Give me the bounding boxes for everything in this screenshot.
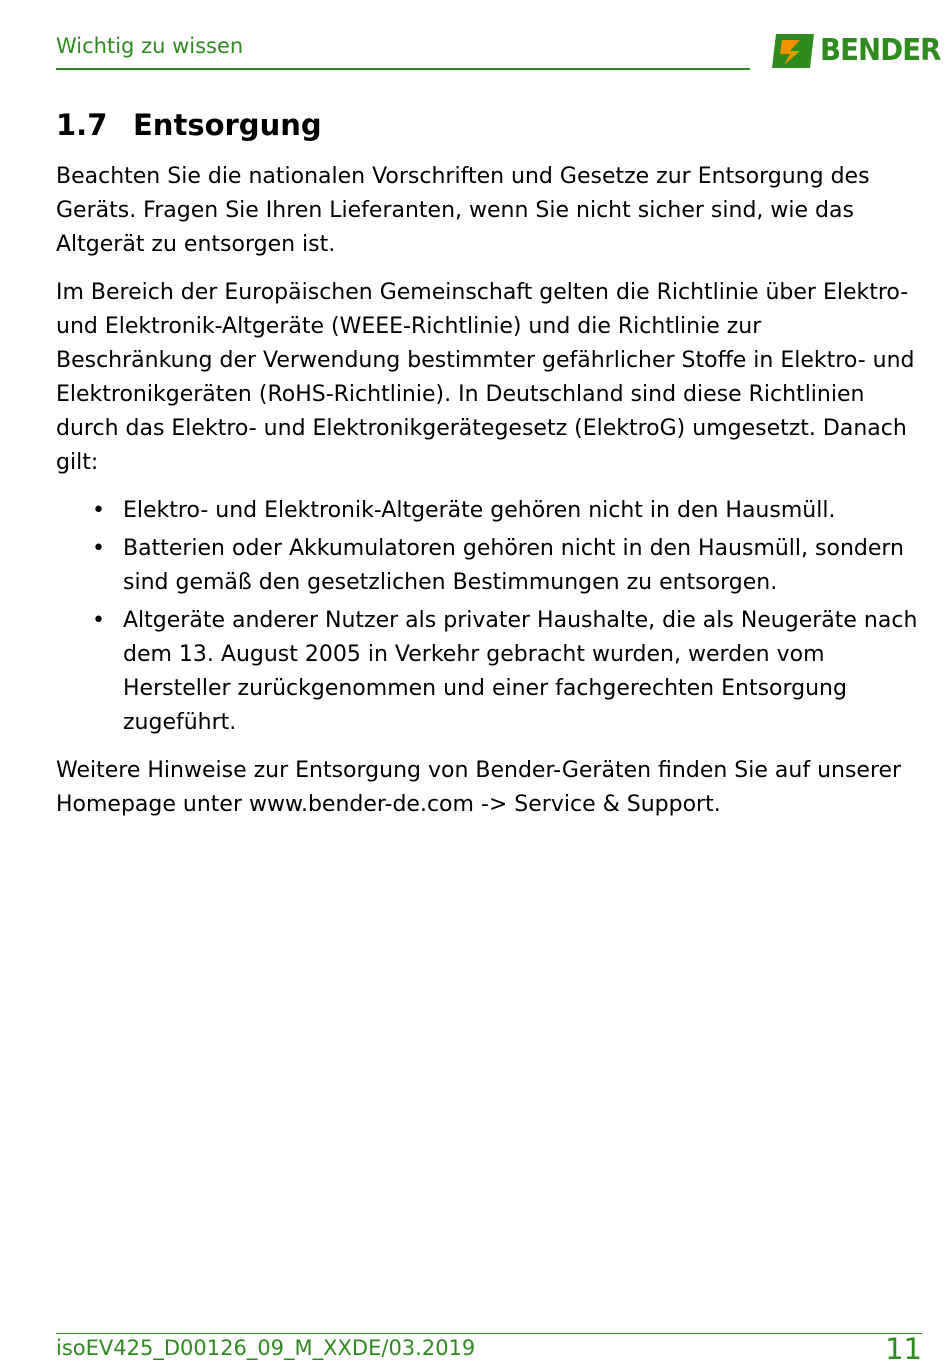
section-title: Entsorgung <box>133 108 322 142</box>
list-item <box>56 494 922 528</box>
bullet-icon: • <box>92 536 105 561</box>
list-item-text: Batterien oder Akkumulatoren gehören nicht in den Hausmüll, sondern sind gemäß den gesetzlichen Bestimmungen zu entsorgen. <box>123 536 904 595</box>
closing-paragraph: Weitere Hinweise zur Entsorgung von Bender-Geräten finden Sie auf unserer Homepage unter www.bender-de.com -> Service & Support. <box>56 758 902 817</box>
bender-logo <box>770 32 941 70</box>
logo-text: BENDER <box>820 33 941 68</box>
list-item-text: Elektro- und Elektronik-Altgeräte gehören nicht in den Hausmüll. <box>123 498 836 523</box>
list-item <box>56 604 922 740</box>
footer-document-id: isoEV425_D00126_09_M_XXDE/03.2019 <box>56 1336 476 1360</box>
page-number: 11 <box>885 1332 922 1366</box>
bender-logo-icon <box>770 32 816 70</box>
paragraph: Im Bereich der Europäischen Gemeinschaft gelten die Richtlinie über Elektro- und Elektronik-Altgeräte (WEEE-Richtlinie) und die Richtlinie zur Beschränkung der Verwendung bestimmter gefährlicher Stoffe in Elektro- und Elektronikgeräten (RoHS-Richtlinie). In Deutschland sind diese Richtlinien durch das Elektro- und Elektronikgerätegesetz (ElektroG) umgesetzt. Danach gilt: <box>56 280 915 475</box>
page-header <box>56 30 750 70</box>
bullet-list <box>56 494 922 740</box>
header-title: Wichtig zu wissen <box>56 34 244 58</box>
footer-divider <box>56 1333 922 1334</box>
list-item-text: Altgeräte anderer Nutzer als privater Haushalte, die als Neugeräte nach dem 13. August 2005 in Verkehr gebracht wurden, werden vom Hersteller zurückgenommen und einer fachgerechten Entsorgung zugeführt. <box>123 608 918 735</box>
bullet-icon: • <box>92 608 105 633</box>
section-number: 1.7 <box>56 108 108 142</box>
bullet-icon: • <box>92 498 105 523</box>
list-item <box>56 532 922 600</box>
page-content <box>56 160 922 836</box>
paragraph: Beachten Sie die nationalen Vorschriften und Gesetze zur Entsorgung des Geräts. Fragen Sie Ihren Lieferanten, wenn Sie nicht sicher sind, wie das Altgerät zu entsorgen ist. <box>56 164 870 257</box>
section-heading <box>56 108 322 142</box>
